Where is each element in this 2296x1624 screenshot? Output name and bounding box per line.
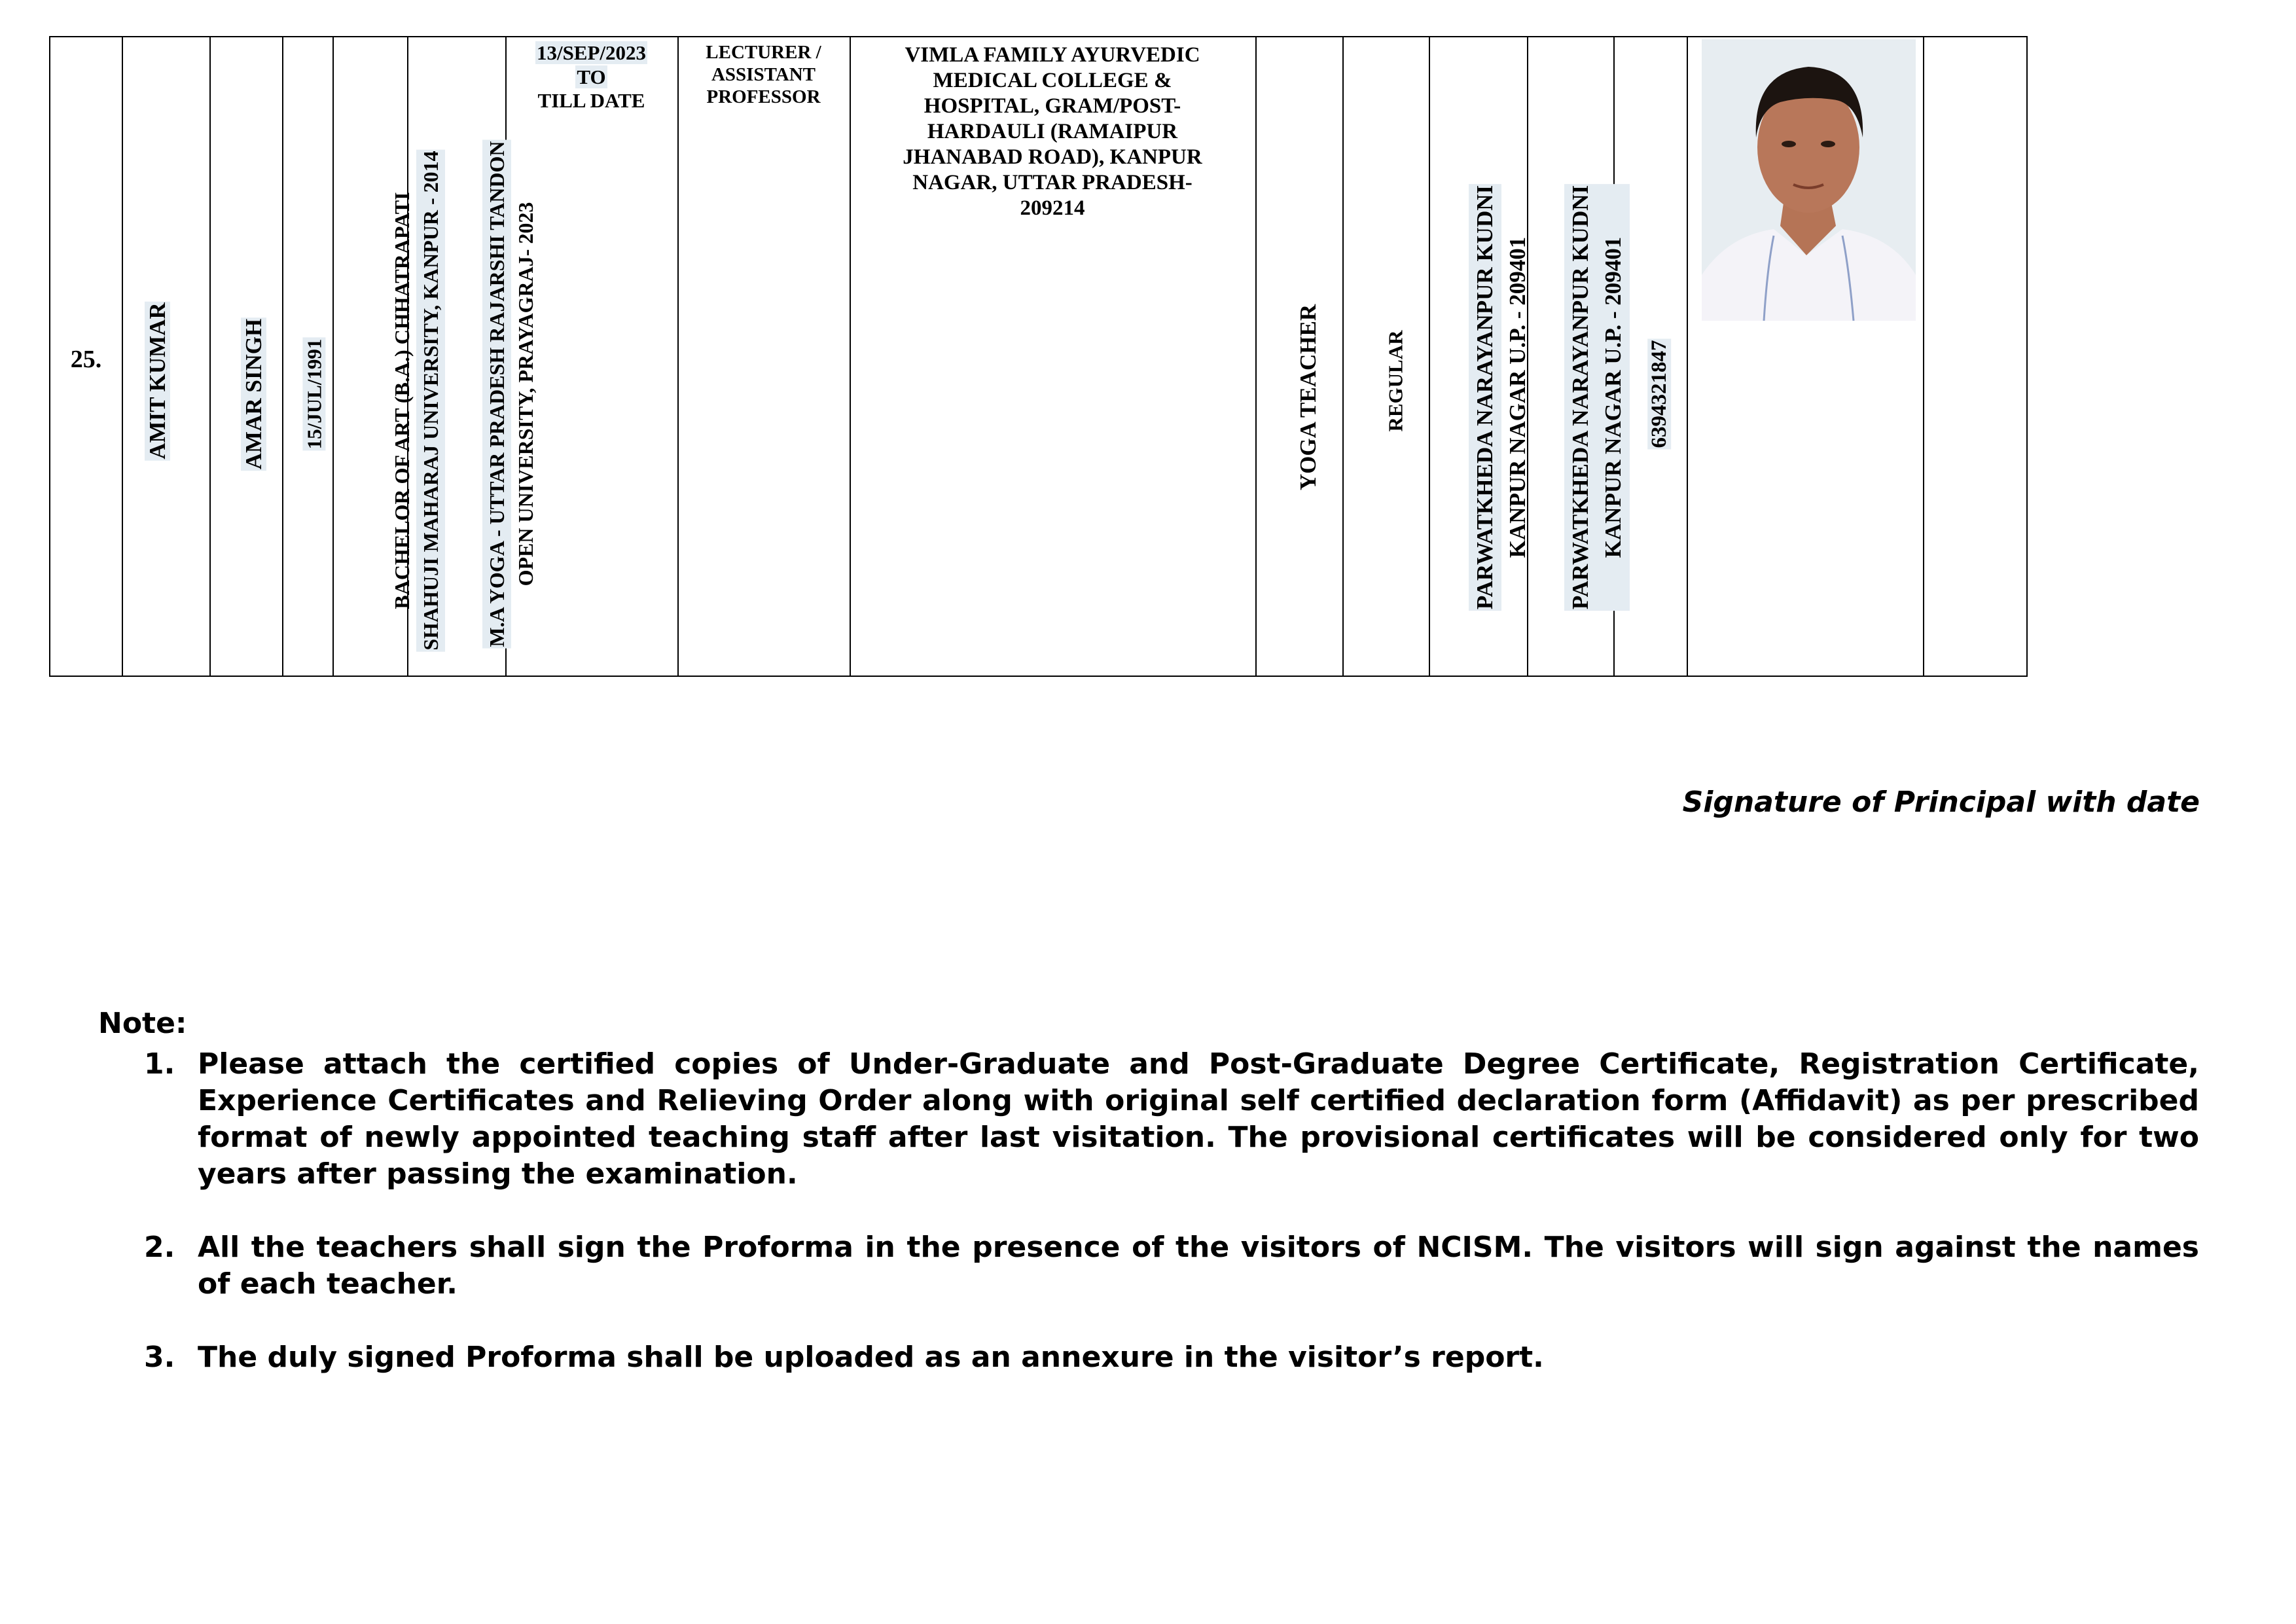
column-divider xyxy=(1923,37,1924,676)
principal-signature-label: Signature of Principal with date xyxy=(1682,785,2200,819)
mobile-number: 6394321847 xyxy=(1647,340,1672,448)
service-period: 13/SEP/2023 TO TILL DATE xyxy=(536,41,647,113)
column-divider xyxy=(122,37,123,676)
note-heading: Note: xyxy=(98,1007,187,1040)
note-text: The duly signed Proforma shall be uploaded as an annexure in the visitor’s report. xyxy=(198,1341,1544,1374)
person-photo-icon xyxy=(1702,39,1916,321)
subject: YOGA TEACHER xyxy=(1295,304,1321,491)
note-number: 1. xyxy=(144,1047,175,1081)
note-number: 2. xyxy=(144,1231,175,1264)
permanent-address: PARWATKHEDA NARAYANPUR KUDNI KANPUR NAGAR U.P. - 209401 xyxy=(1564,184,1630,611)
date-of-birth: 15/JUL/1991 xyxy=(302,338,326,450)
college-address: VIMLA FAMILY AYURVEDIC MEDICAL COLLEGE & HOSPITAL, GRAM/POST- HARDAULI (RAMAIPUR JHANABAD ROAD), KANPUR NAGAR, UTTAR PRADESH- 209214 xyxy=(903,43,1202,220)
column-divider xyxy=(209,37,211,676)
serial-number: 25. xyxy=(70,346,102,373)
appointment-type: REGULAR xyxy=(1384,330,1407,432)
teacher-photo xyxy=(1702,39,1916,321)
pg-qualification: M.A YOGA - UTTAR PRADESH RAJARSHI TANDON OPEN UNIVERSITY, PRAYAGRAJ- 2023 xyxy=(482,139,540,648)
column-divider xyxy=(282,37,283,676)
column-divider xyxy=(332,37,334,676)
column-divider xyxy=(1255,37,1257,676)
teacher-name: AMIT KUMAR xyxy=(145,302,170,460)
staff-table-row xyxy=(49,36,2028,677)
note-text: All the teachers shall sign the Proforma in the presence of the visitors of NCISM. The visitors will sign against the names of each teacher. xyxy=(198,1231,2199,1301)
present-address: PARWATKHEDA NARAYANPUR KUDNI KANPUR NAGAR U.P. - 209401 xyxy=(1469,184,1534,611)
note-item xyxy=(144,1229,2199,1303)
note-number: 3. xyxy=(144,1341,175,1374)
column-divider xyxy=(1342,37,1344,676)
note-item xyxy=(144,1046,2199,1193)
column-divider xyxy=(1687,37,1688,676)
ug-qualification: BACHELOR OF ART (B.A.) CHHATRAPATI SHAHUJI MAHARAJ UNIVERSITY, KANPUR - 2014 xyxy=(387,149,445,651)
father-name: AMAR SINGH xyxy=(241,318,266,470)
notes-list xyxy=(144,1046,2199,1413)
column-divider xyxy=(1429,37,1430,676)
designation: LECTURER / ASSISTANT PROFESSOR xyxy=(706,42,821,108)
note-text: Please attach the certified copies of Under-Graduate and Post-Graduate Degree Certificate, Registration Certificate, Experience Certificates and Relieving Order along with original self certified declaration form (Affidavit) as per prescribed format of newly appointed teaching staff after last visitation. The provisional certificates will be considered only for two years after passing the examination. xyxy=(198,1047,2199,1191)
note-item xyxy=(144,1339,2199,1376)
